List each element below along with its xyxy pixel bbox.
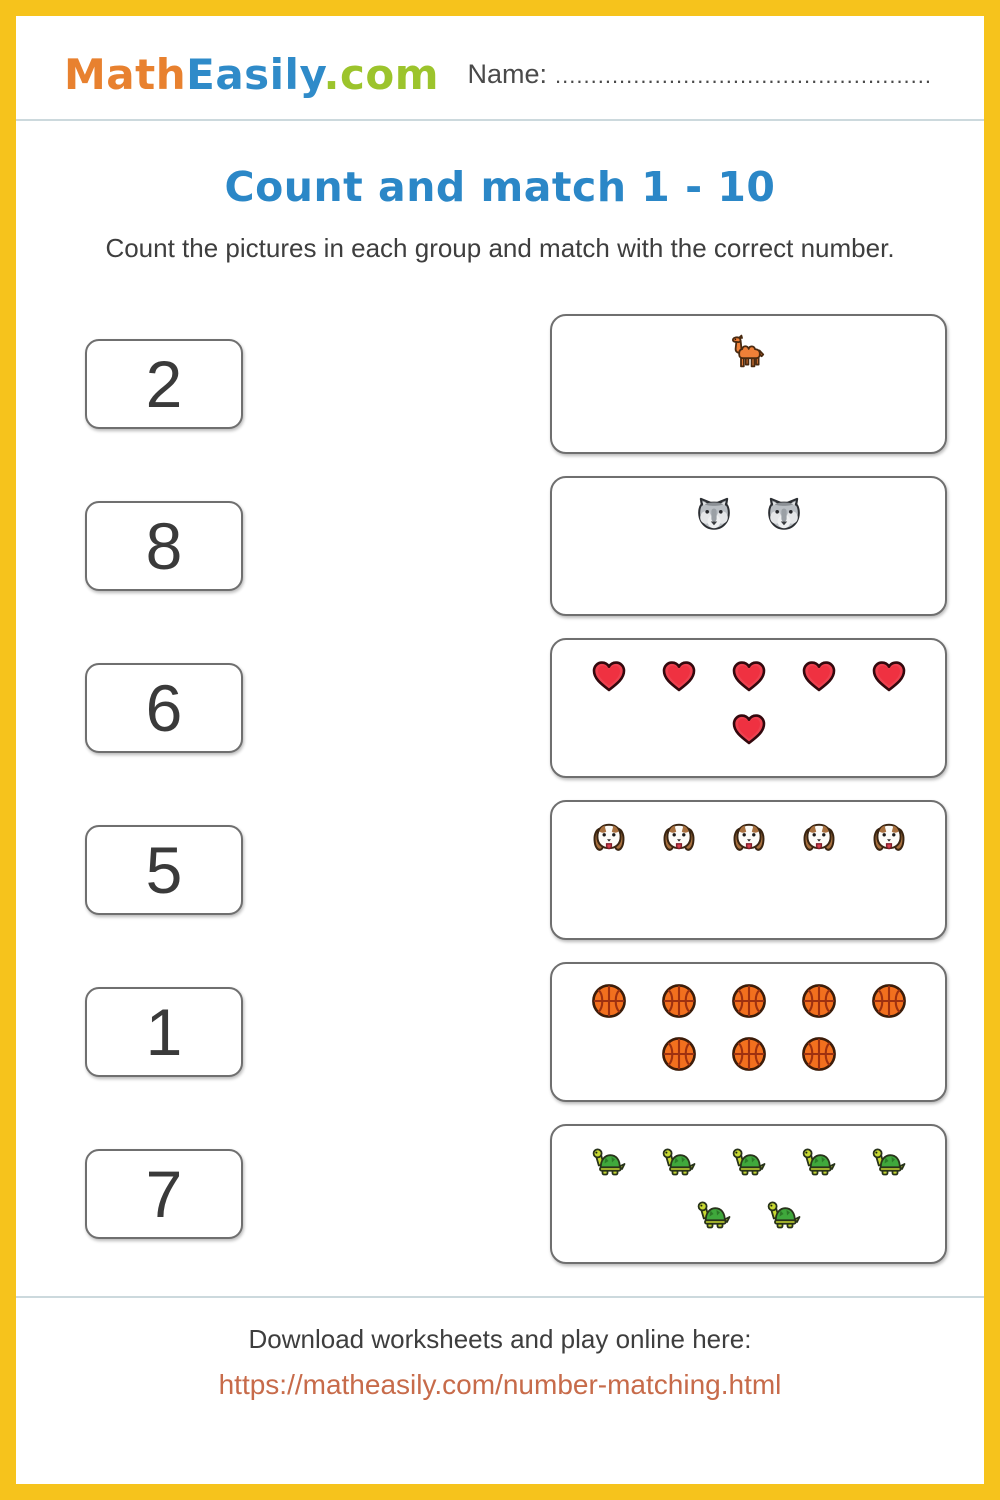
- name-label: Name:: [467, 59, 548, 89]
- basketball-icon: [869, 981, 909, 1021]
- footer-link[interactable]: https://matheasily.com/number-matching.html: [218, 1369, 782, 1400]
- basketball-icon: [729, 1034, 769, 1074]
- basketball-row: [552, 1034, 945, 1074]
- heart-icon: [729, 657, 769, 697]
- heart-icon: [729, 710, 769, 750]
- camel-row: [552, 333, 945, 373]
- page-title: Count and match 1 - 10: [224, 163, 776, 211]
- heart-icon: [659, 657, 699, 697]
- picture-box-hearts: [550, 638, 947, 778]
- header-divider: [16, 119, 984, 121]
- picture-box-dogs: [550, 800, 947, 940]
- basketball-icon: [729, 981, 769, 1021]
- picture-box-basketballs: [550, 962, 947, 1102]
- matching-worksheet: [16, 314, 984, 1264]
- match-row: [85, 476, 947, 616]
- turtle-icon: [659, 1143, 699, 1183]
- site-logo[interactable]: [64, 50, 439, 99]
- number-box-7: [85, 1149, 243, 1239]
- basketball-icon: [659, 1034, 699, 1074]
- basketball-icon: [799, 1034, 839, 1074]
- logo-math: Math: [64, 50, 187, 99]
- match-row: [85, 1124, 947, 1264]
- basketball-row: [552, 981, 945, 1021]
- basketball-icon: [799, 981, 839, 1021]
- heart-icon: [869, 657, 909, 697]
- heart-icon: [799, 657, 839, 697]
- number-label: 5: [145, 833, 183, 907]
- turtle-row: [552, 1143, 945, 1183]
- match-row: [85, 314, 947, 454]
- dog-icon: [589, 819, 629, 859]
- wolf-row: [552, 495, 945, 535]
- wolf-icon: [694, 495, 734, 535]
- turtle-icon: [869, 1143, 909, 1183]
- camel-icon: [729, 333, 769, 373]
- name-field: [468, 59, 932, 90]
- turtle-icon: [764, 1196, 804, 1236]
- turtle-row: [552, 1196, 945, 1236]
- wolf-icon: [764, 495, 804, 535]
- dog-icon: [799, 819, 839, 859]
- number-label: 6: [145, 671, 183, 745]
- footer-text: Download worksheets and play online here:: [248, 1324, 752, 1354]
- number-box-5: [85, 825, 243, 915]
- match-row: [85, 800, 947, 940]
- turtle-icon: [799, 1143, 839, 1183]
- footer-divider: [16, 1296, 984, 1298]
- number-box-2: [85, 339, 243, 429]
- number-label: 1: [145, 995, 183, 1069]
- number-box-8: [85, 501, 243, 591]
- match-row: [85, 962, 947, 1102]
- logo-com: .com: [323, 50, 439, 99]
- match-row: [85, 638, 947, 778]
- dog-icon: [729, 819, 769, 859]
- logo-easily: Easily: [186, 50, 324, 99]
- number-label: 8: [145, 509, 183, 583]
- number-box-6: [85, 663, 243, 753]
- heart-row: [552, 710, 945, 750]
- dog-icon: [659, 819, 699, 859]
- name-blank-line: .....................................................: [555, 63, 932, 88]
- turtle-icon: [729, 1143, 769, 1183]
- number-box-1: [85, 987, 243, 1077]
- number-label: 2: [145, 347, 183, 421]
- turtle-icon: [694, 1196, 734, 1236]
- picture-box-turtles: [550, 1124, 947, 1264]
- turtle-icon: [589, 1143, 629, 1183]
- basketball-icon: [589, 981, 629, 1021]
- dog-icon: [869, 819, 909, 859]
- heart-row: [552, 657, 945, 697]
- number-label: 7: [145, 1157, 183, 1231]
- instruction-text: Count the pictures in each group and match with the correct number.: [105, 233, 895, 263]
- heart-icon: [589, 657, 629, 697]
- picture-box-camels: [550, 314, 947, 454]
- picture-box-wolves: [550, 476, 947, 616]
- dog-row: [552, 819, 945, 859]
- basketball-icon: [659, 981, 699, 1021]
- header: [16, 16, 984, 99]
